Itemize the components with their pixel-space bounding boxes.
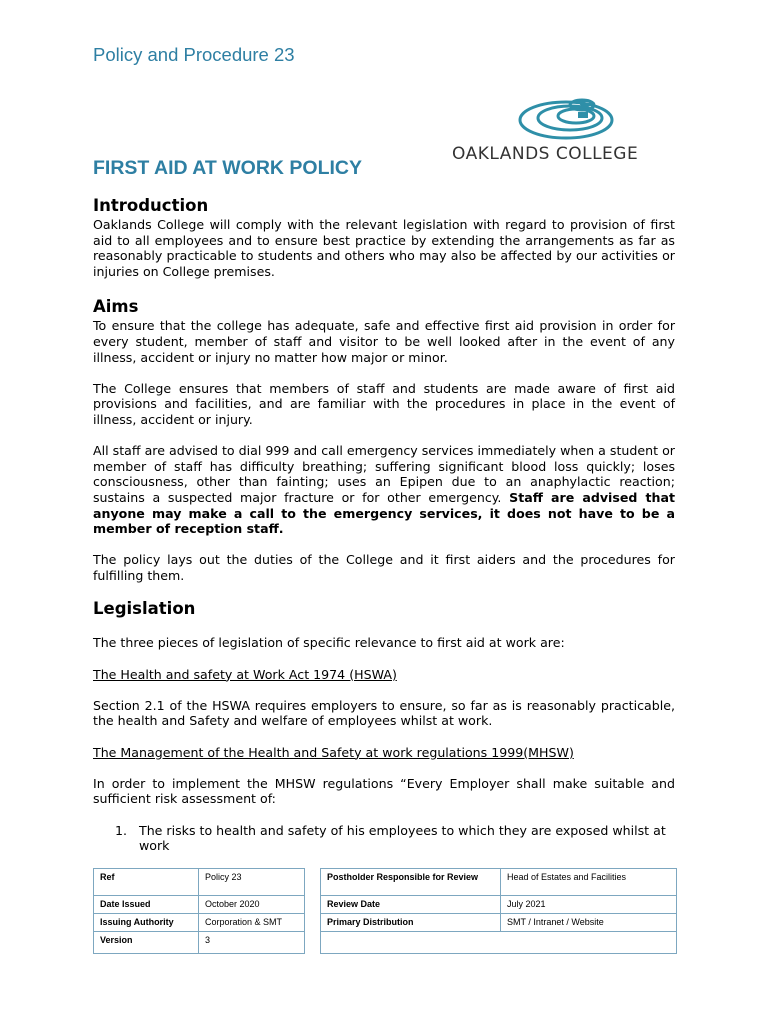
- footer-label: Primary Distribution: [321, 914, 501, 932]
- hswa-text: Section 2.1 of the HSWA requires employers to ensure, so far as is reasonably practicable, the health and Safety and welfare of employees whilst at work.: [93, 697, 675, 729]
- footer-label: Ref: [94, 869, 199, 896]
- footer-label: Version: [94, 932, 199, 954]
- footer-label: Review Date: [321, 896, 501, 914]
- footer-value: Corporation & SMT: [199, 914, 305, 932]
- footer-label: Issuing Authority: [94, 914, 199, 932]
- aims-heading: Aims: [93, 297, 139, 317]
- document-body: [93, 195, 675, 854]
- legislation-heading: Legislation: [93, 599, 196, 619]
- aims-paragraph-1: To ensure that the college has adequate, safe and effective first aid provision in order for every student, member of staff and visitor to be well looked after in the event of any illness, accident or injury no matter how major or minor.: [93, 318, 675, 365]
- footer-value: SMT / Intranet / Website: [501, 914, 677, 932]
- footer-value: October 2020: [199, 896, 305, 914]
- hswa-title: The Health and safety at Work Act 1974 (HSWA): [93, 666, 397, 682]
- footer-value: Head of Estates and Facilities: [501, 869, 677, 896]
- list-item-text: The risks to health and safety of his employees to which they are exposed whilst at work: [139, 822, 666, 854]
- footer-value: July 2021: [501, 896, 677, 914]
- list-item: [93, 823, 675, 854]
- list-item-number: 1.: [115, 822, 128, 838]
- logo-text: OAKLANDS COLLEGE: [452, 144, 639, 160]
- mhsw-title: The Management of the Health and Safety at work regulations 1999(MHSW): [93, 744, 574, 760]
- footer-table-right: [320, 868, 677, 954]
- mhsw-text: In order to implement the MHSW regulations “Every Employer shall make suitable and sufficient risk assessment of:: [93, 775, 675, 807]
- footer-value: Policy 23: [199, 869, 305, 896]
- legislation-intro: The three pieces of legislation of specific relevance to first aid at work are:: [93, 635, 565, 651]
- aims-paragraph-3-text: All staff are advised to dial 999 and call emergency services immediately when a student or member of staff has difficulty breathing; suffering significant blood loss quickly; loses consciousness, other than fainting; uses an Epipen due to an anaphylactic reaction; sustains a suspected major fracture or for other emergency.: [93, 443, 675, 505]
- header-title: Policy and Procedure 23: [93, 44, 295, 65]
- intro-text: Oaklands College will comply with the relevant legislation with regard to provision of first aid to all employees and to ensure best practice by extending the arrangements as far as reasonably practicable to students and others who may also be affected by our activities or injuries on College premises.: [93, 217, 675, 279]
- footer-empty-cell: [321, 932, 677, 954]
- aims-paragraph-4: The policy lays out the duties of the College and it first aiders and the procedures for fulfilling them.: [93, 552, 675, 583]
- footer-label: Postholder Responsible for Review: [321, 869, 501, 896]
- aims-paragraph-3-bold: Staff are advised that anyone may make a call to the emergency services, it does not have to be a member of reception staff.: [93, 489, 676, 537]
- footer-label: Date Issued: [94, 896, 199, 914]
- document-title: FIRST AID AT WORK POLICY: [93, 157, 363, 179]
- aims-paragraph-2: The College ensures that members of staff and students are made aware of first aid provisions and facilities, and are familiar with the procedures in place in the event of illness, accident or injury.: [93, 380, 675, 427]
- footer-value: 3: [199, 932, 305, 954]
- footer-table-left: [93, 868, 305, 954]
- intro-heading: Introduction: [93, 196, 209, 215]
- aims-paragraph-3: [93, 443, 675, 537]
